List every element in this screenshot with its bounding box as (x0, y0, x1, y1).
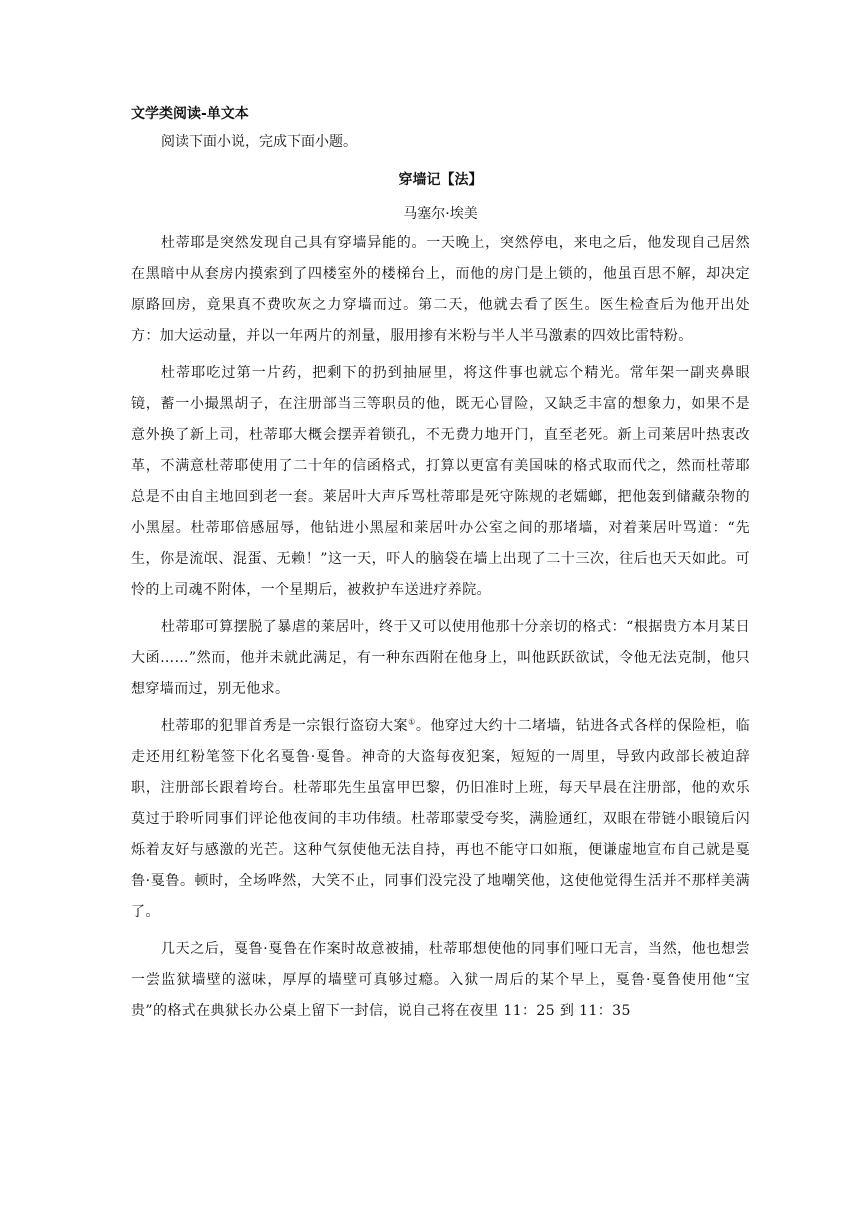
paragraph-4-text-end: 。他穿过大约十二堵墙，钻进各式各样的保险柜，临走还用红粉笔签下化名戛鲁·戛鲁。神奇的大盗每夜犯案，短短的一周里，导致内政部长被迫辞职，注册部长跟着垮台。杜蒂耶先生虽富甲巴黎，仍旧准时上班，每天早晨在注册部，他的欢乐莫过于聆听同事们评论他夜间的丰功伟绩。杜蒂耶蒙受夸奖，满脸通红，双眼在带链小眼镜后闪烁着友好与感激的光芒。这种气氛使他无法自持，再也不能守口如瓶，便谦虚地宣布自己就是戛鲁·戛鲁。顿时，全场哗然，大笑不止，同事们没完没了地嘲笑他，这使他觉得生活并不那样美满了。 (131, 718, 751, 920)
story-paragraph-1: 杜蒂耶是突然发现自己具有穿墙异能的。一天晚上，突然停电，来电之后，他发现自己居然在黑暗中从套房内摸索到了四楼室外的楼梯台上，而他的房门是上锁的，他虽百思不解，却决定原路回房，竟果真不费吹灰之力穿墙而过。第二天，他就去看了医生。医生检查后为他开出处方：加大运动量，并以一年两片的剂量，服用掺有米粉与半人半马激素的四效比雷特粉。 (131, 235, 750, 344)
footnote-marker: ① (408, 717, 416, 727)
story-paragraph-5: 几天之后，戛鲁·戛鲁在作案时故意被捕，杜蒂耶想使他的同事们哑口无言，当然，他也想尝一尝监狱墙壁的滋味，厚厚的墙壁可真够过瘾。入狱一周后的某个早上，戛鲁·戛鲁使用他“宝贵”的格式在典狱长办公桌上留下一封信，说自己将在夜里 11：25 到 11：35 (131, 941, 750, 1019)
story-author: 马塞尔·埃美 (403, 206, 478, 222)
story-paragraph-2: 杜蒂耶吃过第一片药，把剩下的扔到抽屉里，将这件事也就忘个精光。常年架一副夹鼻眼镜，蓄一小撮黑胡子，在注册部当三等职员的他，既无心冒险，又缺乏丰富的想象力，如果不是意外换了新上司，杜蒂耶大概会摆弄着锁孔，不无费力地开门，直至老死。新上司莱居叶热衷改革，不满意杜蒂耶使用了二十年的信函格式，打算以更富有美国味的格式取而代之，然而杜蒂耶总是不由自主地回到老一套。莱居叶大声斥骂杜蒂耶是死守陈规的老嬬螂，把他轰到储藏杂物的小黑屋。杜蒂耶倍感屈辱，他钻进小黑屋和莱居叶办公室之间的那堵墙，对着莱居叶骂道：“先生，你是流氓、混蛋、无赖！”这一天，吓人的脑袋在墙上出现了二十三次，往后也天天如此。可怜的上司魂不附体，一个星期后，被救护车送进疗养院。 (131, 365, 750, 598)
reading-instruction: 阅读下面小说，完成下面小题。 (161, 134, 357, 150)
story-paragraph-4 (131, 711, 750, 928)
story-title: 穿墙记【法】 (398, 172, 483, 188)
section-title: 文学类阅读-单文本 (131, 106, 249, 122)
story-paragraph-3: 杜蒂耶可算摆脱了暴虐的莱居叶，终于又可以使用他那十分亲切的格式：“根据贵方本月某日大函……”然而，他并未就此满足，有一种东西附在他身上，叫他跃跃欲试，令他无法克制，他只想穿墙而过，别无他求。 (131, 619, 750, 697)
paragraph-4-text-start: 杜蒂耶的犯罪首秀是一宗银行盗窃大案 (161, 718, 409, 734)
